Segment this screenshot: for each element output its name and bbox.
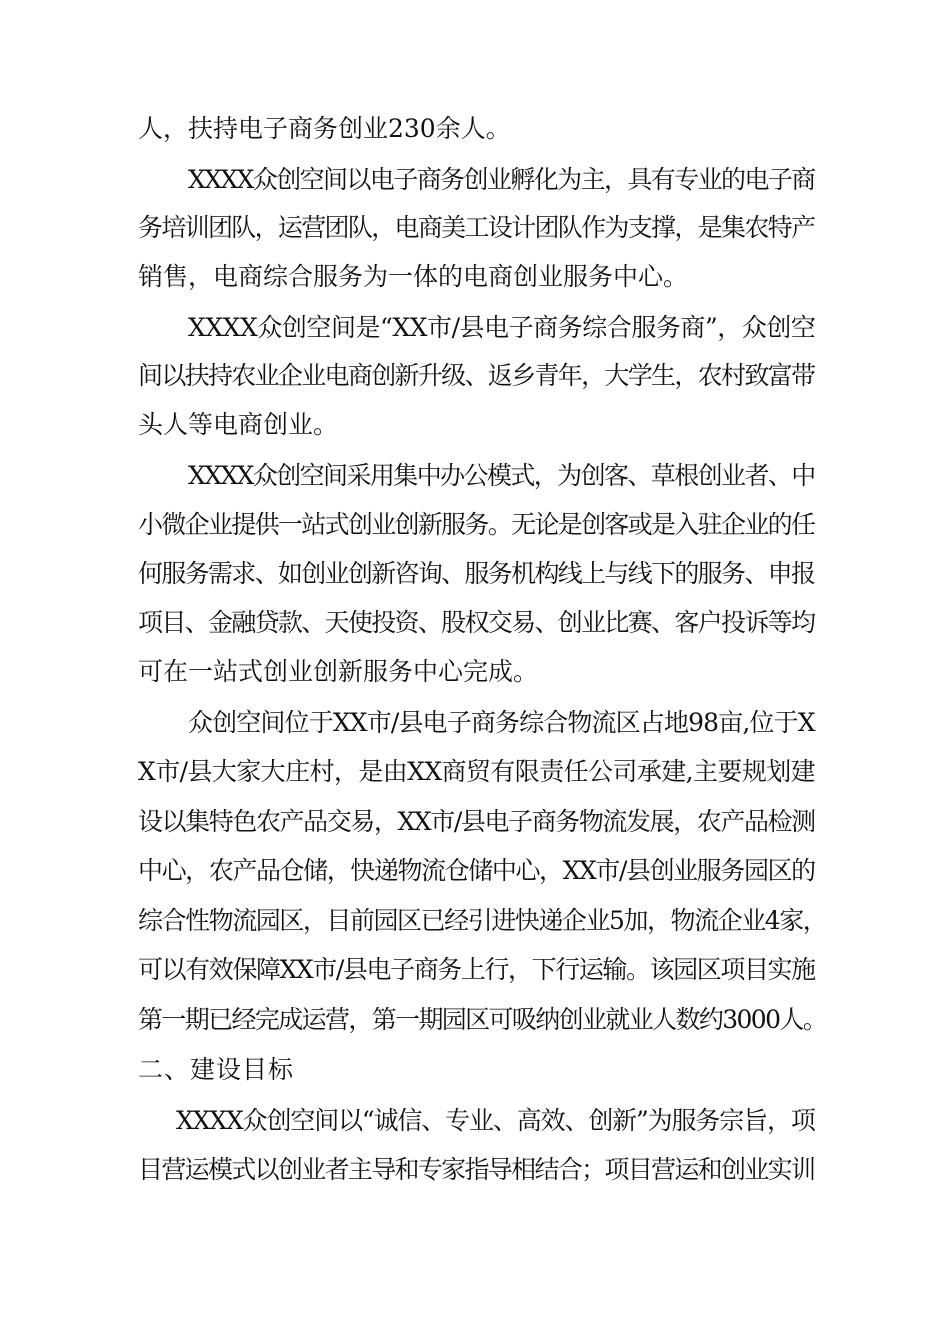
- paragraph-line: X市/县大家大庄村，是由XX商贸有限责任公司承建,主要规划建: [138, 757, 816, 786]
- paragraph-line: 人，扶持电子商务创业230余人。: [138, 114, 511, 143]
- paragraph-line: 中心，农产品仓储，快递物流仓储中心，XX市/县创业服务园区的: [138, 856, 815, 885]
- paragraph-line: XXXX众创空间以电子商务创业孵化为主，具有专业的电子商: [188, 165, 815, 194]
- paragraph-line: 可在一站式创业创新服务中心完成。: [138, 657, 539, 686]
- paragraph-line: 小微企业提供一站式创业创新服务。无论是创客或是入驻企业的任: [138, 510, 815, 539]
- paragraph-line: 项目、金融贷款、天使投资、股权交易、创业比赛、客户投诉等均: [138, 608, 815, 637]
- paragraph-line: 目营运模式以创业者主导和专家指导相结合；项目营运和创业实训: [138, 1155, 815, 1184]
- paragraph-line: 第一期已经完成运营，第一期园区可吸纳创业就业人数约3000人。: [138, 1005, 827, 1034]
- paragraph-line: XXXX众创空间是“XX市/县电子商务综合服务商”，众创空: [188, 313, 816, 342]
- paragraph-line: 头人等电商创业。: [138, 410, 339, 439]
- paragraph-line: 可以有效保障XX市/县电子商务上行，下行运输。该园区项目实施: [138, 955, 815, 984]
- section-heading: 二、建设目标: [138, 1055, 295, 1084]
- paragraph-line: 务培训团队，运营团队，电商美工设计团队作为支撑，是集农特产: [138, 213, 815, 242]
- paragraph-line: XXXX众创空间采用集中办公模式，为创客、草根创业者、中: [188, 461, 815, 490]
- paragraph-line: 何服务需求、如创业创新咨询、服务机构线上与线下的服务、申报: [138, 559, 815, 588]
- paragraph-line: 销售，电商综合服务为一体的电商创业服务中心。: [138, 262, 689, 291]
- paragraph-line: 综合性物流园区，目前园区已经引进快递企业5加，物流企业4家，: [138, 906, 827, 935]
- paragraph-line: XXXX众创空间以“诚信、专业、高效、创新”为服务宗旨，项: [176, 1106, 815, 1135]
- paragraph-line: 设以集特色农产品交易，XX市/县电子商务物流发展，农产品检测: [138, 807, 815, 836]
- paragraph-line: 间以扶持农业企业电商创新升级、返乡青年，大学生，农村致富带: [138, 361, 815, 390]
- paragraph-line: 众创空间位于XX市/县电子商务综合物流区占地98亩,位于X: [188, 708, 815, 737]
